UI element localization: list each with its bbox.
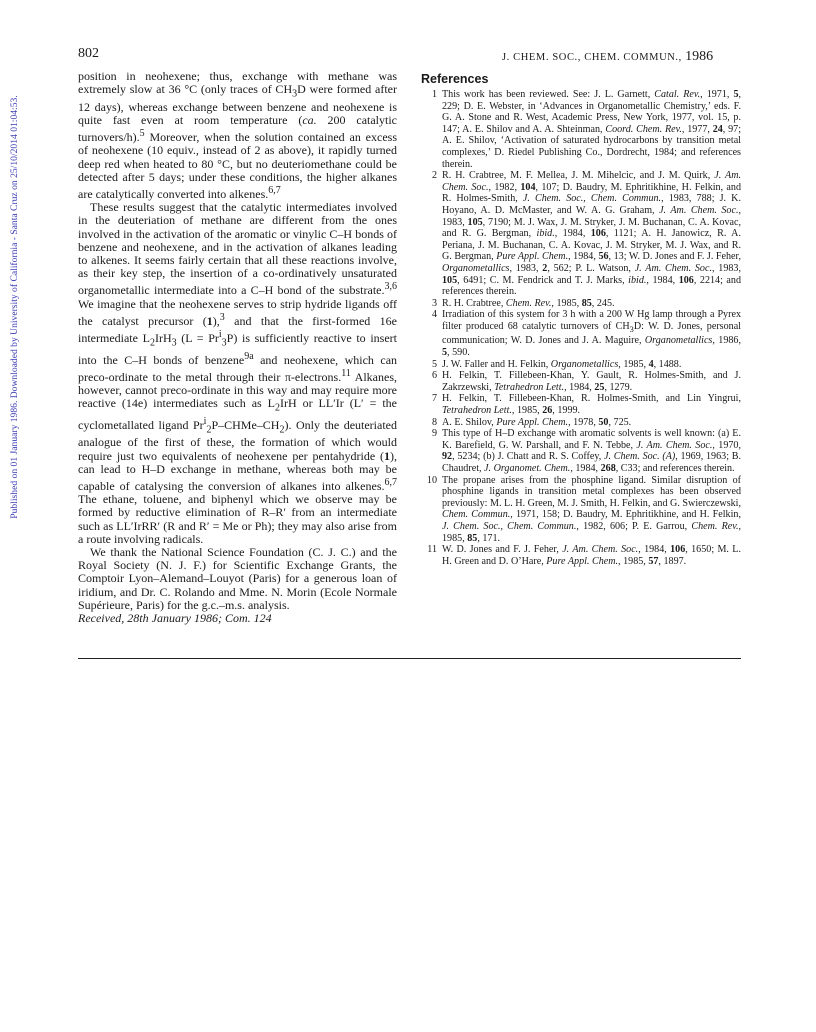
reference-number: 10 [426,474,437,486]
footer-rule [78,658,741,659]
reference-item [421,370,741,393]
reference-item [421,475,741,545]
reference-text: R. H. Crabtree, Chem. Rev., 1985, 85, 245. [442,297,615,309]
reference-item [421,393,741,416]
reference-text: W. D. Jones and F. J. Feher, J. Am. Chem. Soc., 1984, 106, 1650; M. L. H. Green and D. O’Hare, Pure Appl. Chem., 1985, 57, 1897. [442,544,741,567]
reference-item [421,428,741,474]
reference-text: This type of H–D exchange with aromatic solvents is well known: (a) E. K. Barefield, G. W. Parshall, and F. N. Tebbe, J. Am. Chem. Soc., 1970, 92, 5234; (b) J. Chatt and R. S. Coffey, J. Chem. Soc. (A), 1969, 1963; B. Chaudret, J. Organomet. Chem., 1984, 268, C33; and references therein. [442,428,741,475]
reference-item [421,89,741,170]
reference-number: 8 [431,416,437,428]
body-column [78,70,397,625]
reference-number: 9 [431,428,437,440]
reference-text: J. W. Faller and H. Felkin, Organometallics, 1985, 4, 1488. [442,358,682,370]
publication-watermark: Published on 01 January 1986. Downloaded by University of California - Santa Cruz on 25/10/2014 01:04:53. [9,95,20,519]
references-heading: References [421,72,489,86]
reference-number: 1 [431,89,437,100]
acknowledgements-paragraph: We thank the National Science Foundation (C. J. C.) and the Royal Society (N. J. F.) for Scientific Exchange Grants, the Comptoir Lyon–Alemand–Louyot (Paris) for a generous loan of iridium, and Dr. C. Rolando and Mme. N. Morin (Ecole Normale Supérieure, Paris) for the g.c.–m.s. analysis. [78,545,397,612]
reference-item [421,298,741,310]
body-paragraph: position in neohexene; thus, exchange with methane was extremely slow at 36 °C (only traces of $CH_3D$ were formed after 12 days), whereas exchange between benzene and neohexene is quite fast even at room temperature (ca. 200 catalytic turnovers/h).$^5$ Moreover, when the solution contained an excess of neohexene (10 equiv., instead of 2 as above), it rapidly turned deep red when heated to 80 °C, but no deuteriomethane could be detected after 5 days; under these conditions, the higher alkanes are catalytically converted into alkenes.$^{6,7}$ [78,69,398,202]
journal-year: 1986 [685,49,714,64]
reference-item [421,544,741,567]
reference-text: H. Felkin, T. Fillebeen-Khan, R. Holmes-Smith, and Lin Yingrui, Tetrahedron Lett., 1985, 26, 1999. [442,393,741,417]
reference-text: This work has been reviewed. See: J. L. Garnett, Catal. Rev., 1971, 5, 229; D. E. Webster, in ‘Advances in Organometallic Chemistry,’ eds. F. G. A. Stone and R. West, Academic Press, New York, 1977, vol. 15, p. 147; A. E. Shilov and A. A. Shteinman, Coord. Chem. Rev., 1977, 24, 97; A. E. Shilov, ‘Activation of saturated hydrocarbons by transition metal complexes,’ D. Riedel Publishing Co., Dordrecht, 1984; and references therein. [442,89,742,170]
reference-text: R. H. Crabtree, M. F. Mellea, J. M. Mihelcic, and J. M. Quirk, J. Am. Chem. Soc., 1982, 104, 107; D. Baudry, M. Ephritikhine, H. Felkin, and R. Holmes-Smith, J. Chem. Soc., Chem. Commun., 1983, 788; J. K. Hoyano, A. D. McMaster, and W. A. G. Graham, J. Am. Chem. Soc., 1983, 105, 7190; M. J. Wax, J. M. Stryker, J. M. Buchanan, C. A. Kovac, and R. G. Bergman, ibid., 1984, 106, 1121; A. H. Janowicz, R. A. Periana, J. M. Buchanan, C. A. Kovac, J. M. Stryker, M. J. Wax, and R. G. Bergman, Pure Appl. Chem., 1984, 56, 13; W. D. Jones and F. J. Feher, Organometallics, 1983, 2, 562; P. L. Watson, J. Am. Chem. Soc., 1983, 105, 6491; C. M. Fendrick and T. J. Marks, ibid., 1984, 106, 2214; and references therein. [442,170,742,298]
reference-number: 4 [431,309,437,321]
reference-number: 11 [427,544,437,556]
reference-text: H. Felkin, T. Fillebeen-Khan, Y. Gault, R. Holmes-Smith, and J. Zakrzewski, Tetrahedron Lett., 1984, 25, 1279. [442,370,741,393]
received-line: Received, 28th January 1986; Com. 124 [78,611,272,626]
body-paragraph: These results suggest that the catalytic intermediates involved in the deuteriation of methane are different from the ones involved in the activation of the aromatic or vinylic C–H bonds of benzene and neohexene, and in the activation of alkanes leading to alkenes. It seems fairly certain that all these reactions involve, as their key step, the insertion of a co-ordinatively unsaturated organometallic intermediate into a C–H bond of the substrate.$^{3,6}$ We imagine that the neohexene serves to strip hydride ligands off the catalyst precursor (1),$^3$ and that the first-formed 16e intermediate $L_2IrH_3$ $(L = Pr^i_3P)$ is sufficiently reactive to insert into the C–H bonds of benzene$^{9a}$ and neohexene, which can preco-ordinate to the metal through their π-electrons.$^{11}$ Alkanes, however, cannot preco-ordinate in this way and may require more reactive (14e) intermediates such as $L_2IrH$ or LL′Ir (L′ = the cyclometallated ligand $Pr^i_2P-CHMe-CH_2$). Only the deuteriated analogue of the first of these, the formation of which would require just two equivalents of neohexene per pentahydride (1), can lead to H–D exchange in methane, whereas both may be capable of catalysing the conversion of alkanes into alkenes.$^{6,7}$ The ethane, toluene, and biphenyl which we observe may be formed by reductive elimination of R–R′ from an intermediate such as LL′IrRR′ (R and R′ = Me or Ph); they may also arise from a route involving radicals. [78,200,398,546]
reference-item [421,170,741,298]
references-column [421,72,741,567]
journal-name: J. CHEM. SOC., CHEM. COMMUN., [502,52,682,63]
reference-text: Irradiation of this system for 3 h with a 200 W Hg lamp through a Pyrex filter produced 68 catalytic turnovers of $CH_3D$: W. D. Jones, personal communication; W. D. Jones and J. A. Maguire, Organometallics, 1986, 5, 590. [442,309,741,359]
reference-number: 5 [431,358,437,370]
reference-item [421,359,741,371]
running-head [502,49,713,65]
references-list [421,89,741,567]
reference-text: The propane arises from the phosphine ligand. Similar disruption of phosphine ligands in transition metal complexes has been observed previously: M. L. H. Green, M. J. Smith, H. Felkin, and G. Swierczewski, Chem. Commun., 1971, 158; D. Baudry, M. Ephritikhine, and H. Felkin, J. Chem. Soc., Chem. Commun., 1982, 606; P. E. Garrou, Chem. Rev., 1985, 85, 171. [442,474,742,544]
reference-number: 2 [431,170,437,182]
reference-item [421,417,741,429]
reference-number: 6 [431,370,437,382]
reference-item [421,309,741,358]
reference-number: 3 [431,297,437,309]
reference-text: A. E. Shilov, Pure Appl. Chem., 1978, 50, 725. [442,416,632,428]
reference-number: 7 [431,393,437,405]
page-number: 802 [78,46,99,61]
